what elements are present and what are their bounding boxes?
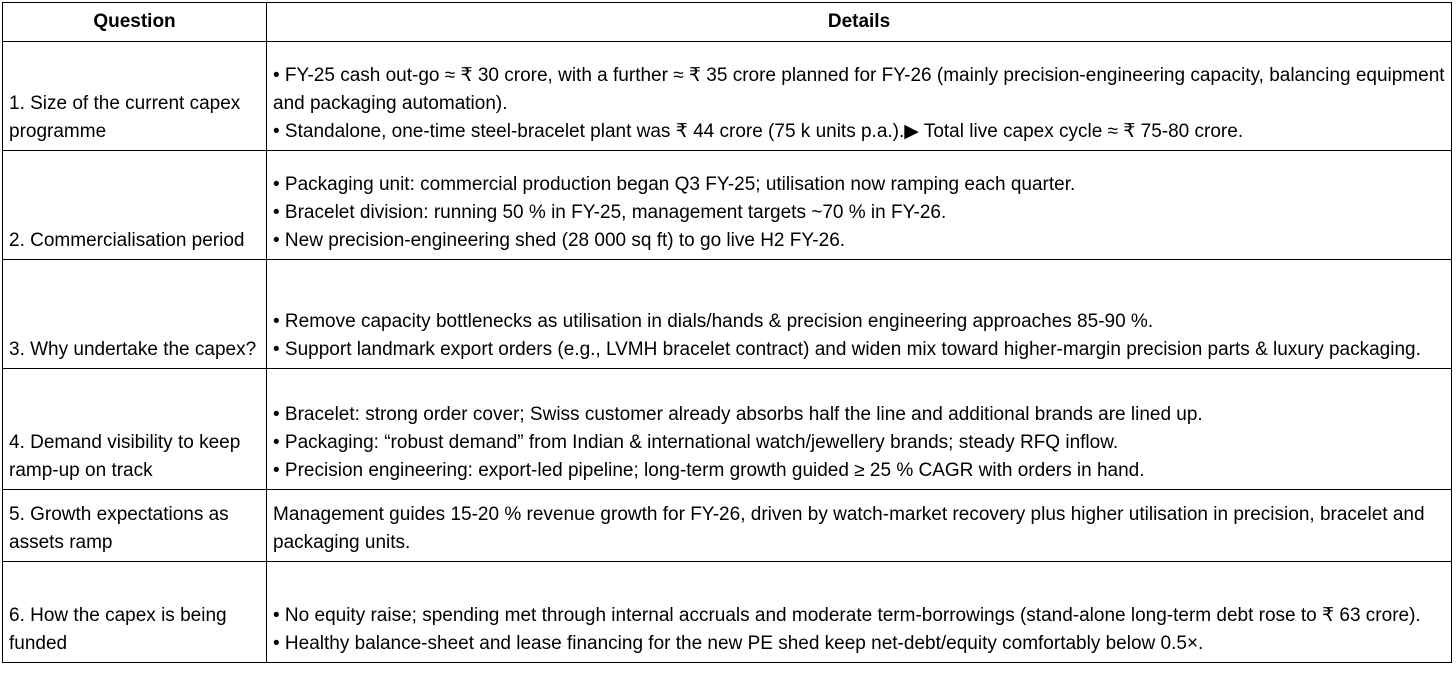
detail-line: • New precision-engineering shed (28 000 sq ft) to go live H2 FY-26.: [273, 230, 846, 251]
details-cell: [267, 260, 1452, 369]
table-row: [3, 490, 1452, 562]
table-row: [3, 151, 1452, 260]
table-row: [3, 260, 1452, 369]
detail-line: • Precision engineering: export-led pipeline; long-term growth guided ≥ 25 % CAGR with orders in hand.: [273, 460, 1145, 481]
capex-table: [2, 2, 1452, 663]
detail-line: • Remove capacity bottlenecks as utilisation in dials/hands & precision engineering approaches 85-90 %.: [273, 311, 1154, 332]
detail-line: • Packaging unit: commercial production began Q3 FY-25; utilisation now ramping each quarter.: [273, 174, 1076, 195]
detail-line: • Bracelet division: running 50 % in FY-25, management targets ~70 % in FY-26.: [273, 202, 947, 223]
question-cell: 6. How the capex is being funded: [3, 562, 267, 663]
detail-line: • No equity raise; spending met through internal accruals and moderate term-borrowings (stand-alone long-term debt rose to ₹ 63 crore).: [273, 605, 1421, 626]
table-row: [3, 42, 1452, 151]
detail-line: Management guides 15-20 % revenue growth for FY-26, driven by watch-market recovery plus higher utilisation in precision, bracelet and packaging units.: [273, 504, 1425, 553]
details-cell: [267, 42, 1452, 151]
table-row: [3, 562, 1452, 663]
detail-line: • Support landmark export orders (e.g., LVMH bracelet contract) and widen mix toward higher-margin precision parts & luxury packaging.: [273, 339, 1421, 360]
question-cell: 2. Commercialisation period: [3, 151, 267, 260]
details-cell: [267, 151, 1452, 260]
question-cell: 5. Growth expectations as assets ramp: [3, 490, 267, 562]
detail-line: • Standalone, one-time steel-bracelet plant was ₹ 44 crore (75 k units p.a.).▶ Total live capex cycle ≈ ₹ 75-80 crore.: [273, 121, 1244, 142]
question-cell: 1. Size of the current capex programme: [3, 42, 267, 151]
details-cell: [267, 562, 1452, 663]
question-cell: 4. Demand visibility to keep ramp-up on track: [3, 369, 267, 490]
table-row: [3, 369, 1452, 490]
header-details: Details: [267, 3, 1452, 42]
detail-line: • FY-25 cash out-go ≈ ₹ 30 crore, with a further ≈ ₹ 35 crore planned for FY-26 (mainly precision-engineering capacity, balancing equipment and packaging automation).: [273, 65, 1445, 114]
detail-line: • Bracelet: strong order cover; Swiss customer already absorbs half the line and additional brands are lined up.: [273, 404, 1203, 425]
details-cell: [267, 369, 1452, 490]
details-cell: [267, 490, 1452, 562]
header-question: Question: [3, 3, 267, 42]
detail-line: • Packaging: “robust demand” from Indian & international watch/jewellery brands; steady RFQ inflow.: [273, 432, 1119, 453]
header-row: [3, 3, 1452, 42]
question-cell: 3. Why undertake the capex?: [3, 260, 267, 369]
detail-line: • Healthy balance-sheet and lease financing for the new PE shed keep net-debt/equity comfortably below 0.5×.: [273, 633, 1204, 654]
